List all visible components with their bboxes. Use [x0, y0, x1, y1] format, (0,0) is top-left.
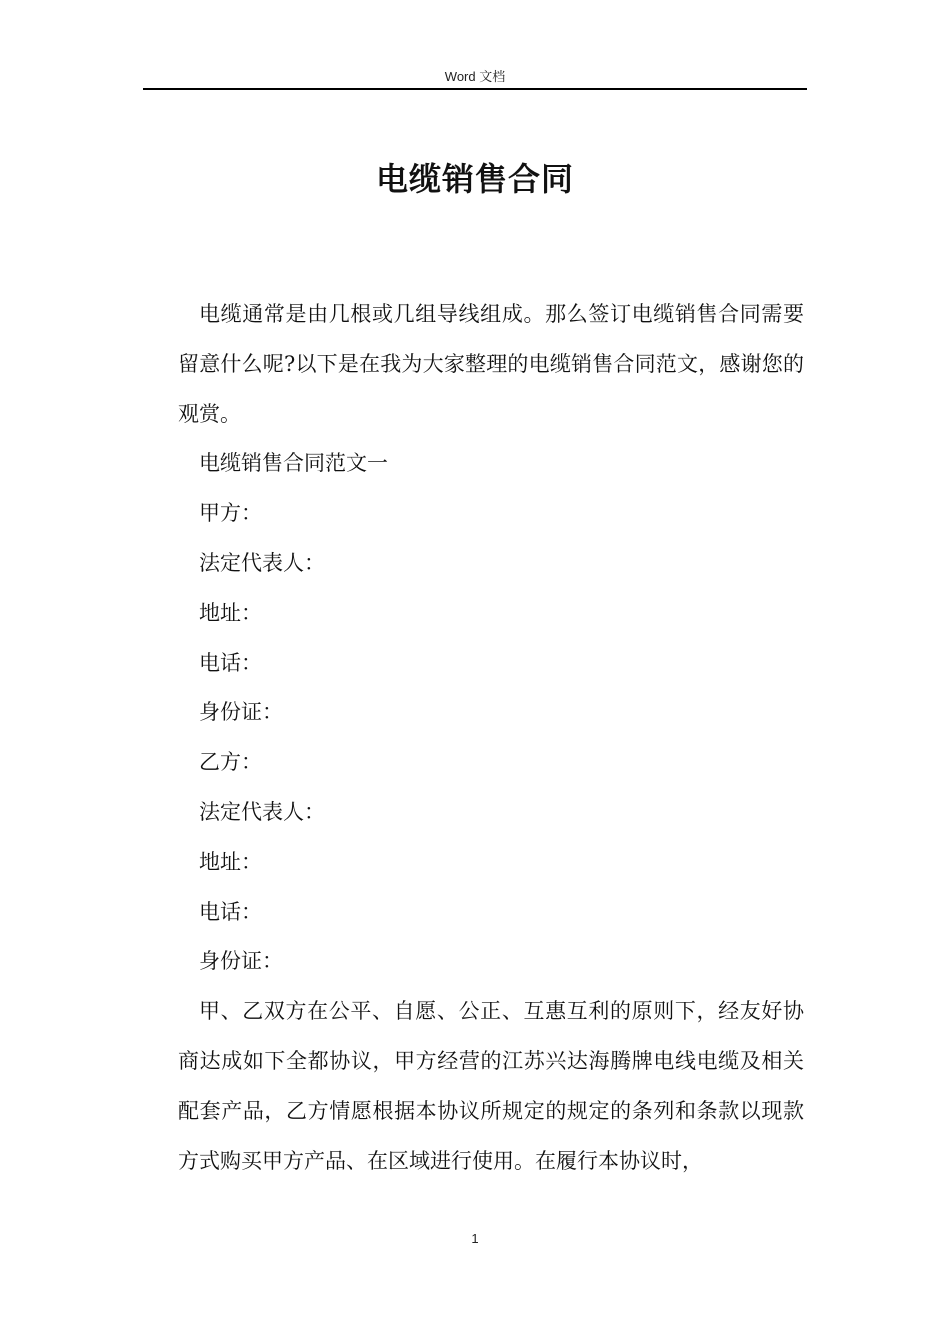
party-b-address-label: 地址：	[199, 849, 262, 874]
document-title: 电缆销售合同	[375, 160, 574, 198]
intro-paragraph: 电缆通常是由几根或几组导线组成。那么签订电缆销售合同需要留意什么呢?以下是在我为大家整理的电缆销售合同范文，感谢您的观赏。	[178, 302, 804, 426]
party-b-label: 乙方：	[199, 750, 262, 775]
party-a-representative-label: 法定代表人：	[199, 550, 325, 575]
party-a-address-label: 地址：	[199, 600, 262, 625]
party-b-phone-label: 电话：	[199, 899, 262, 924]
page-header	[143, 66, 807, 90]
party-b-representative-label: 法定代表人：	[199, 799, 325, 824]
document-body	[178, 290, 804, 1186]
section-heading: 电缆销售合同范文一	[199, 451, 388, 476]
header-text: Word 文档	[444, 69, 506, 84]
party-a-id-label: 身份证：	[199, 700, 283, 725]
party-a-label: 甲方：	[199, 501, 262, 526]
party-a-phone-label: 电话：	[199, 650, 262, 675]
agreement-paragraph: 甲、乙双方在公平、自愿、公正、互惠互利的原则下，经友好协商达成如下全都协议，甲方经营的江苏兴达海腾牌电线电缆及相关配套产品，乙方情愿根据本协议所规定的规定的条列和条款以现款方式购买甲方产品、在区域进行使用。在履行本协议时，	[178, 999, 804, 1173]
party-b-id-label: 身份证：	[199, 949, 283, 974]
page-number: 1	[471, 1231, 479, 1246]
